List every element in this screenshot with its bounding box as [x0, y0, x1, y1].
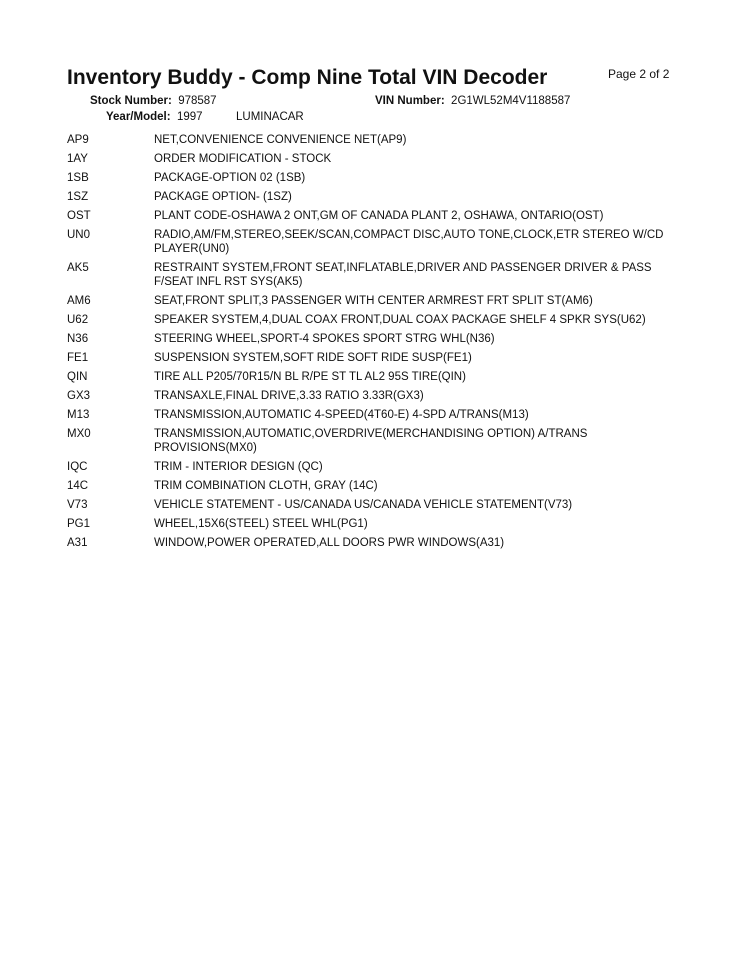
year-value: 1997 [176, 111, 203, 123]
option-description: RESTRAINT SYSTEM,FRONT SEAT,INFLATABLE,DRIVER AND PASSENGER DRIVER & PASS F/SEAT INFL RST SYS(AK5) [154, 262, 652, 288]
option-code: UN0 [67, 229, 91, 241]
option-code: GX3 [67, 390, 91, 402]
option-code: PG1 [67, 518, 91, 530]
option-code: U62 [67, 314, 89, 326]
option-description: PLANT CODE-OSHAWA 2 ONT,GM OF CANADA PLANT 2, OSHAWA, ONTARIO(OST) [154, 210, 604, 222]
option-code: IQC [67, 461, 88, 473]
option-description: STEERING WHEEL,SPORT-4 SPOKES SPORT STRG WHL(N36) [154, 333, 495, 345]
option-code-row [67, 190, 687, 204]
option-code: N36 [67, 333, 89, 345]
option-description: TRIM COMBINATION CLOTH, GRAY (14C) [154, 480, 378, 492]
option-code-row [67, 479, 687, 493]
option-code-row [67, 171, 687, 185]
stock-number [90, 95, 217, 107]
option-code-row [67, 370, 687, 384]
option-code: AP9 [67, 134, 89, 146]
option-code-row [67, 209, 687, 223]
page-title: Inventory Buddy - Comp Nine Total VIN Decoder [67, 66, 548, 89]
option-code-row [67, 460, 687, 474]
option-description: TRANSAXLE,FINAL DRIVE,3.33 RATIO 3.33R(GX3) [154, 390, 424, 402]
option-code-row [67, 536, 687, 550]
option-code-row [67, 332, 687, 346]
option-code: QIN [67, 371, 88, 383]
option-description: SPEAKER SYSTEM,4,DUAL COAX FRONT,DUAL COAX PACKAGE SHELF 4 SPKR SYS(U62) [154, 314, 646, 326]
option-code-row [67, 408, 687, 422]
option-code-list [67, 133, 687, 555]
vin-number-label: VIN Number: [375, 95, 445, 107]
option-code-row [67, 517, 687, 531]
option-code: MX0 [67, 428, 91, 440]
option-description: WINDOW,POWER OPERATED,ALL DOORS PWR WINDOWS(A31) [154, 537, 505, 549]
option-code: 1SB [67, 172, 89, 184]
option-code: FE1 [67, 352, 89, 364]
option-code-row [67, 389, 687, 403]
option-code-row [67, 498, 687, 512]
option-description: PACKAGE-OPTION 02 (1SB) [154, 172, 306, 184]
year-model [106, 111, 203, 123]
option-code-row [67, 351, 687, 365]
option-code-row [67, 427, 687, 455]
option-description: ORDER MODIFICATION - STOCK [154, 153, 332, 165]
option-code: V73 [67, 499, 88, 511]
option-code: A31 [67, 537, 88, 549]
option-description: TRIM - INTERIOR DESIGN (QC) [154, 461, 323, 473]
option-description: NET,CONVENIENCE CONVENIENCE NET(AP9) [154, 134, 407, 146]
option-code-row [67, 228, 687, 256]
option-code-row [67, 133, 687, 147]
option-description: SEAT,FRONT SPLIT,3 PASSENGER WITH CENTER ARMREST FRT SPLIT ST(AM6) [154, 295, 593, 307]
option-code: 1SZ [67, 191, 89, 203]
option-code: AM6 [67, 295, 91, 307]
model-value: LUMINACAR [236, 111, 304, 123]
option-code: AK5 [67, 262, 89, 274]
option-code: M13 [67, 409, 90, 421]
option-code-row [67, 261, 687, 289]
option-description: TRANSMISSION,AUTOMATIC 4-SPEED(4T60-E) 4-SPD A/TRANS(M13) [154, 409, 529, 421]
option-description: VEHICLE STATEMENT - US/CANADA US/CANADA VEHICLE STATEMENT(V73) [154, 499, 573, 511]
option-code: OST [67, 210, 91, 222]
vin-number-value: 2G1WL52M4V1188587 [451, 95, 571, 107]
year-model-label: Year/Model: [106, 111, 171, 123]
stock-number-value: 978587 [178, 95, 217, 107]
option-code-row [67, 294, 687, 308]
vin-number [375, 95, 570, 107]
option-description: WHEEL,15X6(STEEL) STEEL WHL(PG1) [154, 518, 368, 530]
option-description: SUSPENSION SYSTEM,SOFT RIDE SOFT RIDE SUSP(FE1) [154, 352, 472, 364]
option-description: PACKAGE OPTION- (1SZ) [154, 191, 292, 203]
option-description: RADIO,AM/FM,STEREO,SEEK/SCAN,COMPACT DISC,AUTO TONE,CLOCK,ETR STEREO W/CD PLAYER(UN0) [154, 229, 664, 255]
page-number: Page 2 of 2 [608, 67, 670, 81]
option-description: TRANSMISSION,AUTOMATIC,OVERDRIVE(MERCHANDISING OPTION) A/TRANS PROVISIONS(MX0) [154, 428, 588, 454]
stock-number-label: Stock Number: [90, 95, 172, 107]
option-description: TIRE ALL P205/70R15/N BL R/PE ST TL AL2 95S TIRE(QIN) [154, 371, 466, 383]
option-code: 1AY [67, 153, 88, 165]
option-code-row [67, 152, 687, 166]
option-code: 14C [67, 480, 89, 492]
option-code-row [67, 313, 687, 327]
